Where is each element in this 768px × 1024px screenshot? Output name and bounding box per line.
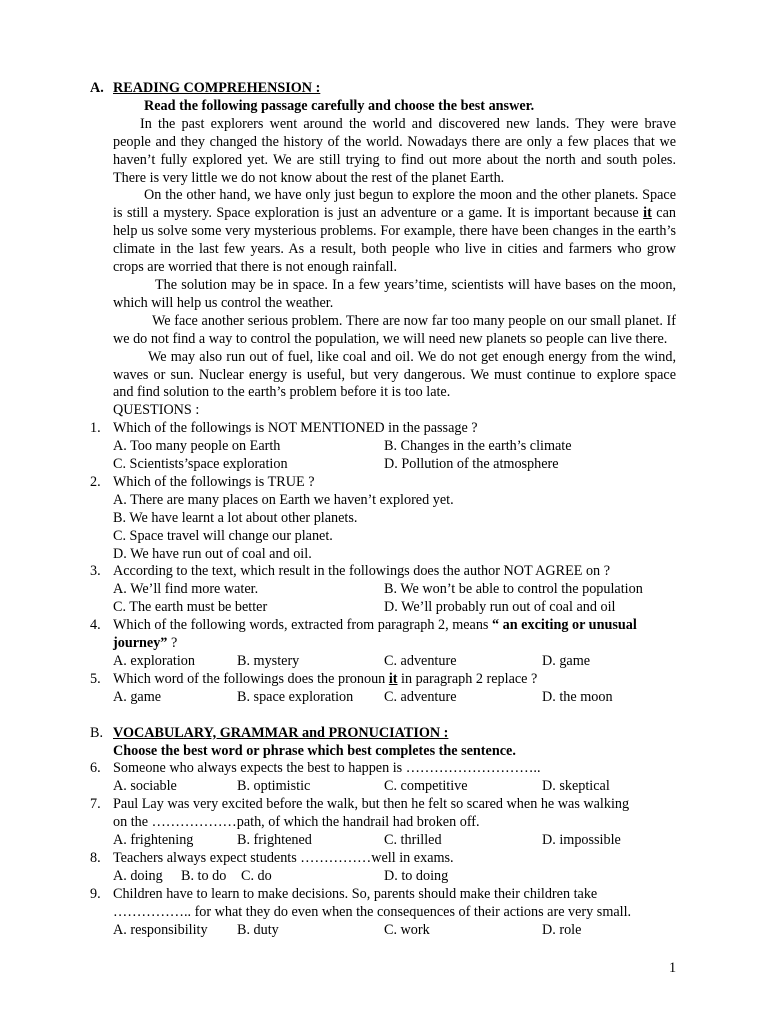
option-b[interactable]: B. We won’t be able to control the population <box>384 581 643 598</box>
section-b-header <box>0 725 768 743</box>
question-5-options <box>0 689 768 707</box>
question-3 <box>0 563 768 581</box>
option-b[interactable]: B. optimistic <box>237 778 311 795</box>
option-b[interactable]: B. mystery <box>237 652 300 669</box>
option-a[interactable]: A. There are many places on Earth we haven’t explored yet. <box>113 491 454 508</box>
passage-paragraph-4: We face another serious problem. There are now far too many people on our small planet. If we do not find a way to control the population, we will need new planets so people can live there. <box>113 312 676 347</box>
option-d[interactable]: D. We have run out of coal and oil. <box>113 545 312 562</box>
quoted-phrase-start: “ an exciting or unusual <box>492 617 637 634</box>
question-9-options <box>0 922 768 940</box>
question-text-a: Which word of the followings does the pronoun <box>113 670 389 687</box>
p2-pronoun-it: it <box>643 205 652 222</box>
option-d[interactable]: D. Pollution of the atmosphere <box>384 456 559 473</box>
option-b[interactable]: B. We have learnt a lot about other planets. <box>113 509 358 526</box>
question-1-options-row-1 <box>0 438 768 456</box>
option-a[interactable]: A. doing <box>113 867 163 884</box>
question-text-line-2: on the ………………path, of which the handrail had broken off. <box>113 814 480 831</box>
question-7 <box>0 796 768 832</box>
passage-paragraph-1: In the past explorers went around the world and discovered new lands. They were brave people and they changed the history of the world. Nowadays there are only a few places that we haven’t fully explored yet. We are still trying to find out more about the north and south poles. There is very little we do not know about the rest of the planet Earth. <box>113 115 676 186</box>
option-b[interactable]: B. frightened <box>237 832 312 849</box>
option-d[interactable]: D. the moon <box>542 688 613 705</box>
pronoun-it: it <box>388 670 398 687</box>
option-d[interactable]: D. skeptical <box>542 778 610 795</box>
question-number: 6. <box>90 760 101 777</box>
question-8 <box>0 850 768 868</box>
page-number: 1 <box>669 960 677 976</box>
option-c[interactable]: C. adventure <box>384 652 457 669</box>
section-b-instruction: Choose the best word or phrase which best completes the sentence. <box>113 742 516 759</box>
option-c[interactable]: C. adventure <box>384 688 457 705</box>
question-text-line-1: Paul Lay was very excited before the walk, but then he felt so scared when he was walking <box>113 796 630 813</box>
option-c[interactable]: C. thrilled <box>384 832 442 849</box>
option-a[interactable]: A. sociable <box>113 778 177 795</box>
question-8-options <box>0 868 768 886</box>
section-b-title: VOCABULARY, GRAMMAR and PRONUCIATION : <box>113 724 449 741</box>
option-a[interactable]: A. Too many people on Earth <box>113 438 281 455</box>
p2-text-a: On the other hand, we have only just begun to explore the moon and the other planets. Space is still a mystery. Space exploration is just an adventure or a game. It is important because <box>113 187 676 222</box>
option-b[interactable]: B. to do <box>181 867 227 884</box>
option-c[interactable]: C. do <box>241 867 272 884</box>
question-5 <box>0 671 768 689</box>
question-text: According to the text, which result in the followings does the author NOT AGREE on ? <box>113 563 610 580</box>
section-a-title: READING COMPREHENSION : <box>113 80 321 96</box>
question-text-line-2: …………….. for what they do even when the consequences of their actions are very small. <box>113 903 632 920</box>
option-d[interactable]: D. to doing <box>384 867 449 884</box>
option-d[interactable]: D. impossible <box>542 832 621 849</box>
option-a[interactable]: A. frightening <box>113 832 194 849</box>
question-3-options-row-1 <box>0 581 768 599</box>
question-9 <box>0 886 768 922</box>
question-7-options <box>0 832 768 850</box>
option-a[interactable]: A. We’ll find more water. <box>113 581 259 598</box>
question-number: 1. <box>90 420 101 437</box>
section-b-letter: B. <box>90 724 104 741</box>
passage-paragraph-5: We may also run out of fuel, like coal and oil. We do not get enough energy from the wind, waves or sun. Nuclear energy is useful, but very dangerous. We must continue to explore space and find solution to the earth’s problem before it is too late. <box>113 348 676 401</box>
question-number: 4. <box>90 617 101 634</box>
question-4-options <box>0 653 768 671</box>
question-text: Someone who always expects the best to happen is ……………………….. <box>113 760 541 777</box>
option-c[interactable]: C. Space travel will change our planet. <box>113 527 333 544</box>
question-number: 2. <box>90 473 101 490</box>
passage-paragraph-2 <box>0 187 768 277</box>
questions-label: QUESTIONS : <box>113 402 200 419</box>
option-b[interactable]: B. space exploration <box>237 688 354 705</box>
p2-text-b: can help us solve some very mysterious problems. For example, there have been changes in the earth’s climate in the last few years. As a result, both people who live in cities and farmers who grow crops are worried that there is not enough rainfall. <box>113 205 676 276</box>
question-number: 7. <box>90 796 101 813</box>
option-c[interactable]: C. competitive <box>384 778 468 795</box>
question-text-b: in paragraph 2 replace ? <box>397 670 538 687</box>
quoted-phrase-end: journey” <box>113 635 168 652</box>
option-d[interactable]: D. We’ll probably run out of coal and oil <box>384 599 616 616</box>
section-a-letter: A. <box>90 80 104 96</box>
option-b[interactable]: B. Changes in the earth’s climate <box>384 438 572 455</box>
worksheet-page <box>0 80 768 939</box>
question-1 <box>0 420 768 438</box>
question-number: 8. <box>90 849 101 866</box>
question-text: Which of the following words, extracted from paragraph 2, means <box>113 617 492 634</box>
question-3-options-row-2 <box>0 599 768 617</box>
question-text: Which of the followings is TRUE ? <box>113 473 315 490</box>
question-6 <box>0 760 768 778</box>
question-2 <box>0 474 768 492</box>
option-c[interactable]: C. work <box>384 921 430 938</box>
option-b[interactable]: B. duty <box>237 921 279 938</box>
question-text-line-1: Children have to learn to make decisions. So, parents should make their children take <box>113 885 598 902</box>
question-number: 9. <box>90 885 101 902</box>
option-c[interactable]: C. The earth must be better <box>113 599 268 616</box>
section-a-header <box>0 80 768 98</box>
question-number: 5. <box>90 670 101 687</box>
option-a[interactable]: A. responsibility <box>113 921 208 938</box>
section-a-instruction: Read the following passage carefully and choose the best answer. <box>144 97 535 114</box>
question-text: Which of the followings is NOT MENTIONED in the passage ? <box>113 420 478 437</box>
passage-paragraph-3: The solution may be in space. In a few years’time, scientists will have bases on the moon, which will help us control the weather. <box>113 276 676 311</box>
question-4 <box>0 617 768 653</box>
question-text: Teachers always expect students ……………well in exams. <box>113 849 454 866</box>
section-spacer <box>0 707 768 725</box>
option-d[interactable]: D. role <box>542 921 582 938</box>
option-d[interactable]: D. game <box>542 652 591 669</box>
question-6-options <box>0 778 768 796</box>
question-number: 3. <box>90 563 101 580</box>
question-1-options-row-2 <box>0 456 768 474</box>
option-c[interactable]: C. Scientists’space exploration <box>113 456 288 473</box>
option-a[interactable]: A. game <box>113 688 162 705</box>
option-a[interactable]: A. exploration <box>113 652 195 669</box>
question-tail: ? <box>167 635 178 652</box>
